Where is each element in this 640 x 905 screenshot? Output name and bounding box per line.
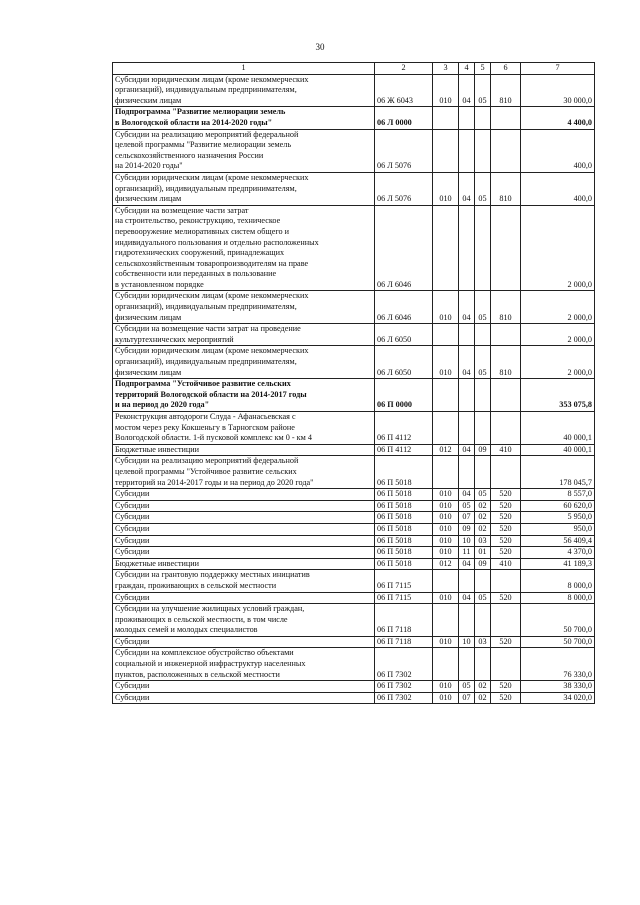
- amount: 8 000,0: [521, 592, 595, 604]
- row-name-line: культуртехнических мероприятий: [115, 334, 234, 344]
- row-name: [113, 444, 375, 456]
- row-name-line: на строительство, реконструкцию, техническое: [115, 216, 281, 226]
- row-name: [113, 379, 375, 412]
- row-name-line: целевой программы "Устойчивое развитие сельских: [115, 466, 297, 476]
- row-name-line: территорий на 2014-2017 годы и на период до 2020 года": [115, 477, 314, 487]
- expense-type-code: 810: [491, 74, 521, 107]
- ministry-code: [433, 129, 459, 172]
- row-name-line: Субсидии на реализацию мероприятий федеральной: [115, 129, 299, 139]
- row-name-line: Подпрограмма "Развитие мелиорации земель: [115, 107, 286, 117]
- row-name-line: молодых семей и молодых специалистов: [115, 625, 258, 635]
- row-name-line: Субсидии: [115, 535, 150, 545]
- row-name: [113, 129, 375, 172]
- section-code: 10: [459, 535, 475, 547]
- row-name-line: на 2014-2020 годы": [115, 161, 183, 171]
- ministry-code: [433, 456, 459, 489]
- subsection-code: 09: [475, 444, 491, 456]
- subsection-code: [475, 570, 491, 592]
- subsection-code: [475, 324, 491, 346]
- table-row: [113, 592, 595, 604]
- row-name-line: сельскохозяйственным товаропроизводителям на праве: [115, 258, 309, 268]
- target-article-code: 06 П 5018: [375, 558, 433, 570]
- section-code: 04: [459, 172, 475, 205]
- section-code: 09: [459, 523, 475, 535]
- expense-type-code: [491, 456, 521, 489]
- ministry-code: [433, 379, 459, 412]
- expense-type-code: 520: [491, 523, 521, 535]
- subsection-code: 05: [475, 489, 491, 501]
- ministry-code: [433, 324, 459, 346]
- row-name-line: Реконструкция автодороги Слуда - Афанасьевская с: [115, 412, 296, 421]
- ministry-code: [433, 648, 459, 681]
- subsection-code: 03: [475, 535, 491, 547]
- table-row: [113, 412, 595, 445]
- amount: 400,0: [521, 172, 595, 205]
- page-number: 30: [315, 42, 325, 52]
- ministry-code: 010: [433, 523, 459, 535]
- section-code: [459, 205, 475, 291]
- column-number-row: [113, 63, 595, 75]
- section-code: [459, 456, 475, 489]
- ministry-code: 010: [433, 681, 459, 693]
- amount: 41 189,3: [521, 558, 595, 570]
- expense-type-code: 810: [491, 346, 521, 379]
- amount: 8 000,0: [521, 570, 595, 592]
- row-name-line: Субсидии: [115, 500, 150, 510]
- expense-type-code: 520: [491, 512, 521, 524]
- row-name-line: физическим лицам: [115, 312, 182, 322]
- row-name-line: гидротехнических сооружений, принадлежащих: [115, 248, 285, 258]
- amount: 2 000,0: [521, 205, 595, 291]
- section-code: [459, 648, 475, 681]
- row-name-line: мостом через реку Кокшеньгу в Тарногском районе: [115, 422, 295, 432]
- section-code: [459, 604, 475, 637]
- amount: 76 330,0: [521, 648, 595, 681]
- expense-type-code: [491, 107, 521, 129]
- row-name-line: Субсидии: [115, 592, 150, 602]
- ministry-code: 012: [433, 558, 459, 570]
- amount: 40 000,1: [521, 444, 595, 456]
- ministry-code: 010: [433, 489, 459, 501]
- section-code: 04: [459, 558, 475, 570]
- target-article-code: 06 Л 6046: [375, 205, 433, 291]
- row-name: [113, 500, 375, 512]
- target-article-code: 06 П 5018: [375, 523, 433, 535]
- table-row: [113, 512, 595, 524]
- row-name-line: в Вологодской области на 2014-2020 годы": [115, 117, 273, 127]
- subsection-code: 03: [475, 636, 491, 648]
- section-code: [459, 129, 475, 172]
- amount: 400,0: [521, 129, 595, 172]
- section-code: [459, 570, 475, 592]
- table-row: [113, 107, 595, 129]
- expense-type-code: 520: [491, 535, 521, 547]
- section-code: 04: [459, 489, 475, 501]
- row-name-line: Субсидии юридическим лицам (кроме некоммерческих: [115, 346, 309, 356]
- target-article-code: 06 П 7115: [375, 570, 433, 592]
- subsection-code: 02: [475, 692, 491, 704]
- row-name-line: территорий Вологодской области на 2014-2017 годы: [115, 389, 307, 399]
- row-name-line: Бюджетные инвестиции: [115, 558, 200, 568]
- subsection-code: 05: [475, 346, 491, 379]
- ministry-code: 010: [433, 346, 459, 379]
- row-name-line: Субсидии юридическим лицам (кроме некоммерческих: [115, 74, 309, 84]
- column-number: 1: [113, 63, 375, 75]
- row-name-line: Субсидии на возмещение части затрат на проведение: [115, 324, 301, 334]
- target-article-code: 06 Ж 6043: [375, 74, 433, 107]
- row-name-line: в установленном порядке: [115, 279, 204, 289]
- expense-type-code: [491, 604, 521, 637]
- ministry-code: [433, 570, 459, 592]
- ministry-code: [433, 412, 459, 445]
- row-name-line: Вологодской области. 1-й пусковой комплекс км 0 - км 4: [115, 433, 312, 443]
- amount: 2 000,0: [521, 291, 595, 324]
- amount: 34 020,0: [521, 692, 595, 704]
- row-name-line: проживающих в сельской местности, в том числе: [115, 614, 288, 624]
- subsection-code: 02: [475, 500, 491, 512]
- ministry-code: 010: [433, 547, 459, 559]
- row-name-line: организаций), индивидуальным предпринимателям,: [115, 85, 297, 95]
- subsection-code: [475, 205, 491, 291]
- row-name: [113, 412, 375, 445]
- subsection-code: 01: [475, 547, 491, 559]
- row-name-line: Субсидии: [115, 489, 150, 499]
- ministry-code: 012: [433, 444, 459, 456]
- amount: 60 620,0: [521, 500, 595, 512]
- row-name-line: физическим лицам: [115, 367, 182, 377]
- expense-type-code: 410: [491, 444, 521, 456]
- amount: 56 409,4: [521, 535, 595, 547]
- ministry-code: 010: [433, 500, 459, 512]
- row-name: [113, 558, 375, 570]
- subsection-code: 05: [475, 291, 491, 324]
- column-number: 5: [475, 63, 491, 75]
- amount: 38 330,0: [521, 681, 595, 693]
- row-name: [113, 648, 375, 681]
- amount: 353 075,8: [521, 379, 595, 412]
- amount: 950,0: [521, 523, 595, 535]
- expense-type-code: [491, 205, 521, 291]
- target-article-code: 06 Л 5076: [375, 172, 433, 205]
- target-article-code: 06 П 5018: [375, 489, 433, 501]
- table-row: [113, 346, 595, 379]
- section-code: 04: [459, 444, 475, 456]
- column-number: 4: [459, 63, 475, 75]
- row-name: [113, 692, 375, 704]
- section-code: 05: [459, 681, 475, 693]
- row-name: [113, 512, 375, 524]
- target-article-code: 06 П 7302: [375, 681, 433, 693]
- table-row: [113, 692, 595, 704]
- row-name: [113, 74, 375, 107]
- row-name-line: индивидуального пользования и отдельно расположенных: [115, 237, 319, 247]
- table-row: [113, 648, 595, 681]
- subsection-code: 02: [475, 512, 491, 524]
- table-row: [113, 500, 595, 512]
- table-row: [113, 205, 595, 291]
- row-name: [113, 456, 375, 489]
- ministry-code: 010: [433, 512, 459, 524]
- subsection-code: 02: [475, 523, 491, 535]
- row-name: [113, 604, 375, 637]
- target-article-code: 06 П 4112: [375, 412, 433, 445]
- row-name: [113, 547, 375, 559]
- section-code: 07: [459, 512, 475, 524]
- row-name-line: Субсидии: [115, 512, 150, 522]
- ministry-code: 010: [433, 692, 459, 704]
- expense-type-code: [491, 648, 521, 681]
- amount: 4 370,0: [521, 547, 595, 559]
- target-article-code: 06 Л 6050: [375, 346, 433, 379]
- subsection-code: [475, 648, 491, 681]
- table-row: [113, 570, 595, 592]
- subsection-code: [475, 412, 491, 445]
- row-name-line: Бюджетные инвестиции: [115, 444, 200, 454]
- table-row: [113, 489, 595, 501]
- table-row: [113, 74, 595, 107]
- expense-type-code: 410: [491, 558, 521, 570]
- table-row: [113, 172, 595, 205]
- row-name: [113, 681, 375, 693]
- row-name-line: собственности или переданных в пользование: [115, 269, 277, 279]
- target-article-code: 06 П 7302: [375, 648, 433, 681]
- subsection-code: 05: [475, 74, 491, 107]
- section-code: 11: [459, 547, 475, 559]
- row-name-line: Субсидии на улучшение жилищных условий граждан,: [115, 604, 305, 614]
- ministry-code: [433, 205, 459, 291]
- row-name-line: и на период до 2020 года": [115, 400, 210, 410]
- row-name-line: целевой программы "Развитие мелиорации земель: [115, 140, 292, 150]
- expense-type-code: 520: [491, 500, 521, 512]
- ministry-code: 010: [433, 592, 459, 604]
- row-name-line: граждан, проживающих в сельской местности: [115, 580, 277, 590]
- target-article-code: 06 Л 5076: [375, 129, 433, 172]
- section-code: 04: [459, 346, 475, 379]
- expense-type-code: [491, 412, 521, 445]
- budget-table: [112, 62, 595, 704]
- row-name-line: Субсидии на комплексное обустройство объектами: [115, 648, 294, 658]
- subsection-code: [475, 107, 491, 129]
- row-name-line: Подпрограмма "Устойчивое развитие сельских: [115, 379, 291, 389]
- target-article-code: 06 П 7302: [375, 692, 433, 704]
- ministry-code: 010: [433, 535, 459, 547]
- subsection-code: 02: [475, 681, 491, 693]
- row-name: [113, 205, 375, 291]
- row-name-line: социальной и инженерной инфраструктур населенных: [115, 659, 306, 669]
- table-row: [113, 523, 595, 535]
- row-name-line: Субсидии: [115, 523, 150, 533]
- table-row: [113, 379, 595, 412]
- table-row: [113, 291, 595, 324]
- row-name: [113, 324, 375, 346]
- table-row: [113, 558, 595, 570]
- amount: 4 400,0: [521, 107, 595, 129]
- table-row: [113, 456, 595, 489]
- target-article-code: 06 Л 0000: [375, 107, 433, 129]
- ministry-code: [433, 107, 459, 129]
- row-name-line: Субсидии юридическим лицам (кроме некоммерческих: [115, 291, 309, 301]
- column-number: 2: [375, 63, 433, 75]
- expense-type-code: 810: [491, 291, 521, 324]
- expense-type-code: [491, 379, 521, 412]
- row-name-line: Субсидии: [115, 681, 150, 691]
- table-row: [113, 604, 595, 637]
- row-name: [113, 346, 375, 379]
- row-name-line: Субсидии на грантовую поддержку местных инициатив: [115, 570, 310, 580]
- column-number: 6: [491, 63, 521, 75]
- table-row: [113, 444, 595, 456]
- column-number: 3: [433, 63, 459, 75]
- row-name: [113, 570, 375, 592]
- row-name-line: Субсидии: [115, 547, 150, 557]
- row-name-line: Субсидии: [115, 636, 150, 646]
- amount: 2 000,0: [521, 346, 595, 379]
- section-code: 04: [459, 592, 475, 604]
- subsection-code: 09: [475, 558, 491, 570]
- table-row: [113, 681, 595, 693]
- subsection-code: 05: [475, 592, 491, 604]
- table-row: [113, 129, 595, 172]
- subsection-code: [475, 379, 491, 412]
- ministry-code: [433, 604, 459, 637]
- row-name: [113, 523, 375, 535]
- amount: 50 700,0: [521, 636, 595, 648]
- target-article-code: 06 П 5018: [375, 535, 433, 547]
- amount: 178 045,7: [521, 456, 595, 489]
- row-name-line: физическим лицам: [115, 95, 182, 105]
- row-name-line: пунктов, расположенных в сельской местности: [115, 669, 280, 679]
- expense-type-code: [491, 324, 521, 346]
- target-article-code: 06 П 4112: [375, 444, 433, 456]
- amount: 50 700,0: [521, 604, 595, 637]
- row-name-line: организаций), индивидуальным предпринимателям,: [115, 357, 297, 367]
- row-name: [113, 291, 375, 324]
- row-name: [113, 107, 375, 129]
- expense-type-code: 520: [491, 636, 521, 648]
- target-article-code: 06 П 7115: [375, 592, 433, 604]
- table-body: [113, 63, 595, 704]
- target-article-code: 06 П 7118: [375, 604, 433, 637]
- table-row: [113, 636, 595, 648]
- section-code: [459, 412, 475, 445]
- table-row: [113, 535, 595, 547]
- target-article-code: 06 П 5018: [375, 512, 433, 524]
- row-name: [113, 172, 375, 205]
- target-article-code: 06 Л 6050: [375, 324, 433, 346]
- row-name-line: Субсидии на возмещение части затрат: [115, 205, 249, 215]
- row-name-line: перевооружение мелиоративных систем общего и: [115, 226, 290, 236]
- section-code: 10: [459, 636, 475, 648]
- expense-type-code: 520: [491, 692, 521, 704]
- expense-type-code: [491, 570, 521, 592]
- amount: 8 557,0: [521, 489, 595, 501]
- section-code: 05: [459, 500, 475, 512]
- target-article-code: 06 П 0000: [375, 379, 433, 412]
- table-row: [113, 324, 595, 346]
- expense-type-code: 520: [491, 592, 521, 604]
- ministry-code: 010: [433, 74, 459, 107]
- section-code: 04: [459, 291, 475, 324]
- section-code: 04: [459, 74, 475, 107]
- amount: 5 950,0: [521, 512, 595, 524]
- row-name-line: организаций), индивидуальным предпринимателям,: [115, 183, 297, 193]
- amount: 2 000,0: [521, 324, 595, 346]
- target-article-code: 06 П 5018: [375, 547, 433, 559]
- section-code: [459, 379, 475, 412]
- row-name-line: сельскохозяйственного назначения России: [115, 150, 264, 160]
- section-code: [459, 107, 475, 129]
- target-article-code: 06 Л 6046: [375, 291, 433, 324]
- ministry-code: 010: [433, 636, 459, 648]
- section-code: [459, 324, 475, 346]
- row-name-line: организаций), индивидуальным предпринимателям,: [115, 302, 297, 312]
- row-name-line: Субсидии на реализацию мероприятий федеральной: [115, 456, 299, 466]
- target-article-code: 06 П 5018: [375, 456, 433, 489]
- amount: 40 000,1: [521, 412, 595, 445]
- ministry-code: 010: [433, 291, 459, 324]
- amount: 30 000,0: [521, 74, 595, 107]
- target-article-code: 06 П 5018: [375, 500, 433, 512]
- row-name-line: физическим лицам: [115, 194, 182, 204]
- row-name: [113, 489, 375, 501]
- row-name-line: Субсидии юридическим лицам (кроме некоммерческих: [115, 172, 309, 182]
- expense-type-code: [491, 129, 521, 172]
- expense-type-code: 520: [491, 489, 521, 501]
- row-name: [113, 636, 375, 648]
- table-row: [113, 547, 595, 559]
- subsection-code: [475, 604, 491, 637]
- target-article-code: 06 П 7118: [375, 636, 433, 648]
- subsection-code: [475, 456, 491, 489]
- subsection-code: [475, 129, 491, 172]
- expense-type-code: 810: [491, 172, 521, 205]
- section-code: 07: [459, 692, 475, 704]
- expense-type-code: 520: [491, 681, 521, 693]
- row-name: [113, 535, 375, 547]
- expense-type-code: 520: [491, 547, 521, 559]
- column-number: 7: [521, 63, 595, 75]
- row-name-line: Субсидии: [115, 692, 150, 702]
- row-name: [113, 592, 375, 604]
- ministry-code: 010: [433, 172, 459, 205]
- subsection-code: 05: [475, 172, 491, 205]
